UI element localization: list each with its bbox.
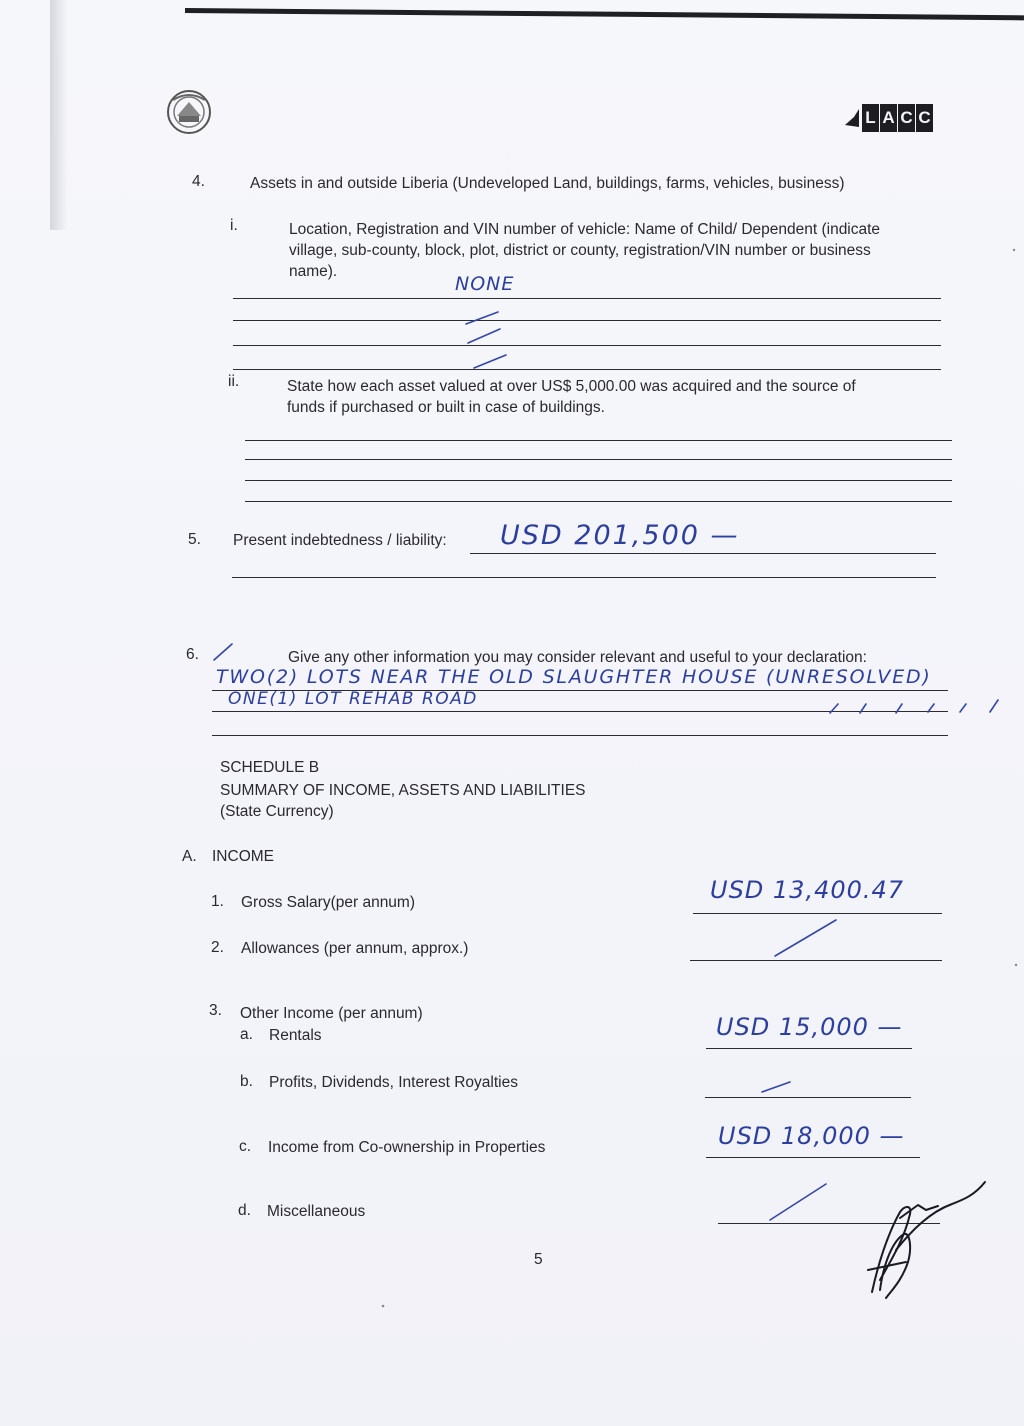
section-6-answer-line1: TWO(2) LOTS NEAR THE OLD SLAUGHTER HOUSE (UNRESOLVED)	[216, 666, 932, 688]
answer-line	[706, 1048, 912, 1049]
co-ownership-value: USD 18,000 —	[718, 1122, 905, 1150]
answer-line	[245, 459, 952, 460]
allowances-label: Allowances (per annum, approx.)	[241, 940, 469, 957]
other-income-label: Other Income (per annum)	[240, 1005, 423, 1022]
co-ownership-label: Income from Co-ownership in Properties	[268, 1139, 546, 1156]
top-rule	[185, 8, 1024, 20]
income-item-number: 3.	[209, 1002, 222, 1019]
income-heading: INCOME	[212, 848, 274, 865]
section-5-label: Present indebtedness / liability:	[233, 532, 447, 549]
logo-letter: L	[862, 104, 879, 132]
section-6-answer-line2: ONE(1) LOT REHAB ROAD	[228, 689, 478, 709]
dash-mark	[775, 920, 836, 956]
answer-line	[212, 711, 948, 712]
page-number: 5	[534, 1251, 543, 1268]
sub-item-letter: b.	[240, 1073, 253, 1090]
dash-mark	[468, 329, 500, 343]
answer-line	[470, 553, 936, 554]
schedule-note: (State Currency)	[220, 803, 334, 820]
item-ii-line2: funds if purchased or built in case of buildings.	[287, 399, 605, 416]
item-i-line3: name).	[289, 263, 338, 280]
item-ii-number: ii.	[228, 373, 240, 390]
liberia-seal-icon	[165, 88, 213, 136]
sub-item-letter: a.	[240, 1026, 253, 1043]
answer-line	[212, 735, 948, 736]
answer-line	[245, 501, 952, 502]
section-6-number: 6.	[186, 646, 199, 663]
rentals-value: USD 15,000 —	[716, 1013, 903, 1041]
section-5-answer: USD 201,500 —	[500, 520, 740, 551]
answer-line	[245, 440, 952, 441]
section-5-number: 5.	[188, 531, 201, 548]
income-heading-letter: A.	[182, 848, 197, 865]
answer-line	[245, 480, 952, 481]
rentals-label: Rentals	[269, 1027, 322, 1044]
answer-line	[232, 577, 936, 578]
gross-salary-value: USD 13,400.47	[710, 876, 905, 904]
item-i-line2: village, sub-county, block, plot, district or county, registration/VIN number or business	[289, 242, 871, 259]
logo-mark-icon	[845, 107, 861, 129]
dash-mark	[466, 312, 498, 324]
item-i-line1: Location, Registration and VIN number of vehicle: Name of Child/ Dependent (indicate	[289, 221, 881, 238]
section-6-label: Give any other information you may consider relevant and useful to your declaration:	[288, 649, 867, 666]
signature-icon	[868, 1182, 985, 1298]
logo-letter: C	[898, 104, 915, 132]
item-i-answer: NONE	[455, 273, 515, 295]
answer-line	[693, 913, 942, 914]
answer-line	[233, 320, 941, 321]
section-4-heading: Assets in and outside Liberia (Undeveloped Land, buildings, farms, vehicles, business)	[250, 175, 845, 192]
income-item-number: 2.	[211, 939, 224, 956]
logo-letter: C	[916, 104, 933, 132]
answer-line	[233, 345, 941, 346]
dash-mark	[770, 1184, 826, 1220]
item-i-number: i.	[230, 217, 238, 234]
section-4-number: 4.	[192, 173, 205, 190]
profits-label: Profits, Dividends, Interest Royalties	[269, 1074, 518, 1091]
lacc-logo	[845, 104, 940, 138]
sub-item-letter: d.	[238, 1202, 251, 1219]
logo-letter: A	[880, 104, 897, 132]
schedule-title: SCHEDULE B	[220, 759, 320, 776]
answer-line	[705, 1097, 911, 1098]
item-ii-line1: State how each asset valued at over US$ 5,000.00 was acquired and the source of	[287, 378, 856, 395]
answer-line	[690, 960, 942, 961]
answer-line	[706, 1157, 920, 1158]
answer-line	[233, 298, 941, 299]
answer-line	[718, 1223, 940, 1224]
miscellaneous-label: Miscellaneous	[267, 1203, 366, 1220]
dash-mark	[214, 644, 232, 660]
answer-line	[233, 369, 941, 370]
dash-mark	[474, 355, 506, 368]
sub-item-letter: c.	[239, 1138, 252, 1155]
dash-mark	[762, 1082, 790, 1092]
answer-line	[212, 690, 948, 691]
gross-salary-label: Gross Salary(per annum)	[241, 894, 416, 911]
income-item-number: 1.	[211, 893, 224, 910]
fold-shadow	[50, 0, 68, 230]
schedule-subtitle: SUMMARY OF INCOME, ASSETS AND LIABILITIES	[220, 782, 586, 799]
